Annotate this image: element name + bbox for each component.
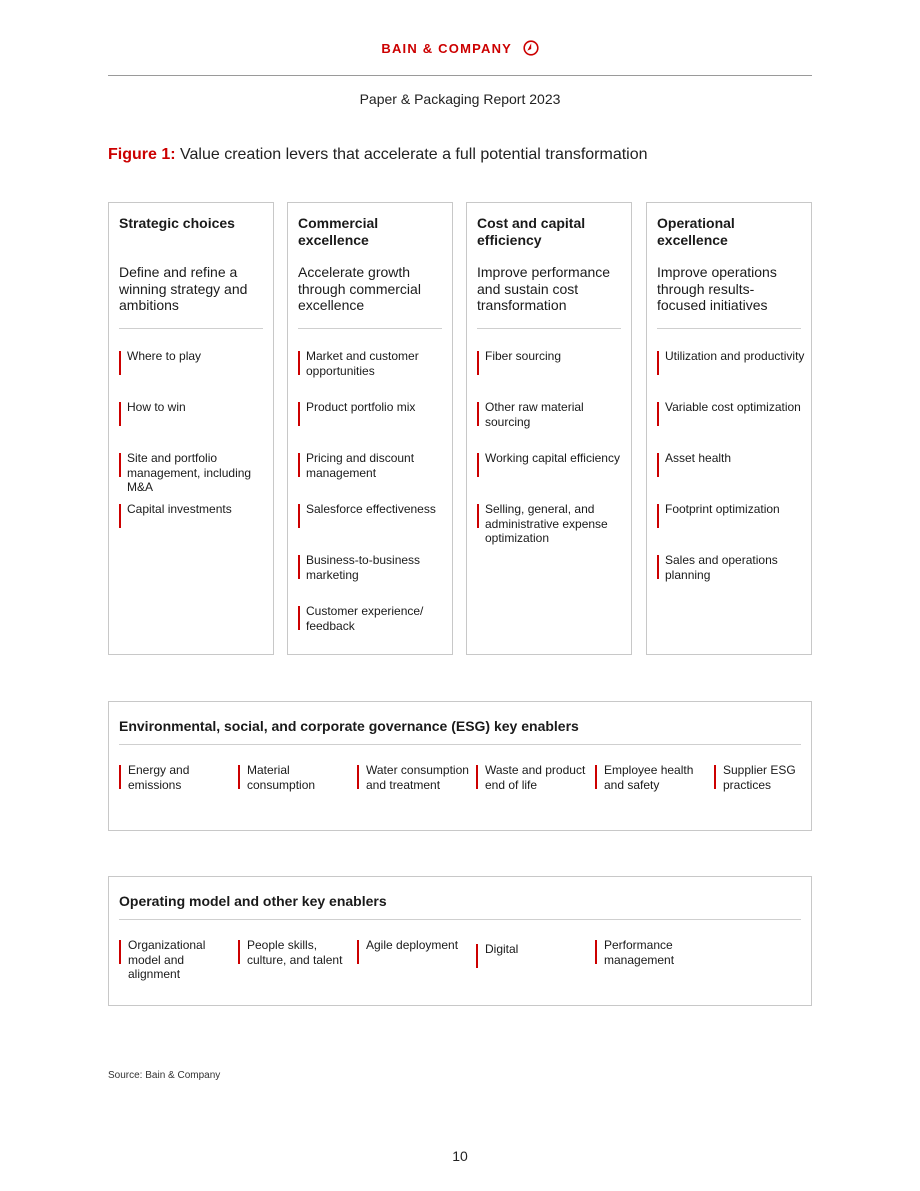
accent-bar	[476, 944, 478, 968]
panel-divider	[119, 744, 801, 745]
lever-label: Asset health	[665, 451, 732, 465]
enabler-label: Performance management	[604, 938, 675, 967]
lever-item	[657, 553, 805, 582]
accent-bar	[657, 555, 659, 579]
enabler-label: Employee health and safety	[604, 763, 694, 792]
lever-label: Business-to-business marketing	[306, 553, 421, 582]
enabler-label: Digital	[485, 942, 519, 956]
enabler-label: Organizational model and alignment	[128, 938, 206, 982]
accent-bar	[476, 765, 478, 789]
esg-enabler-item	[238, 763, 355, 792]
accent-bar	[298, 351, 300, 375]
accent-bar	[298, 402, 300, 426]
lever-label: Footprint optimization	[665, 502, 780, 516]
accent-bar	[357, 940, 359, 964]
column-divider	[657, 328, 801, 329]
panel-heading: Environmental, social, and corporate governance (ESG) key enablers	[119, 718, 579, 734]
esg-enablers-panel	[108, 701, 812, 831]
accent-bar	[477, 351, 479, 375]
page-number: 10	[452, 1148, 468, 1164]
accent-bar	[119, 453, 121, 477]
enabler-label: Agile deployment	[366, 938, 459, 952]
lever-label: Site and portfolio management, including M&A	[127, 451, 252, 495]
brand-logo	[0, 40, 920, 56]
lever-item	[657, 451, 805, 466]
accent-bar	[657, 504, 659, 528]
column-description: Improve performance and sustain cost transformation	[477, 264, 611, 313]
accent-bar	[714, 765, 716, 789]
lever-item	[119, 349, 267, 364]
lever-item	[657, 400, 805, 415]
column-description: Accelerate growth through commercial excellence	[298, 264, 421, 313]
lever-item	[477, 451, 625, 466]
lever-item	[298, 604, 446, 633]
accent-bar	[657, 402, 659, 426]
lever-label: Sales and operations planning	[665, 553, 778, 582]
figure-title	[108, 146, 648, 164]
figure-caption: Value creation levers that accelerate a full potential transformation	[180, 146, 648, 163]
lever-label: Utilization and productivity	[665, 349, 805, 363]
lever-label: Customer experience/ feedback	[306, 604, 424, 633]
panel-heading: Operating model and other key enablers	[119, 893, 387, 909]
lever-item	[477, 400, 625, 429]
accent-bar	[238, 940, 240, 964]
logo-text: BAIN & COMPANY	[381, 41, 512, 56]
accent-bar	[119, 940, 121, 964]
esg-enabler-item	[357, 763, 474, 792]
lever-label: Where to play	[127, 349, 202, 363]
accent-bar	[298, 555, 300, 579]
figure-label: Figure 1:	[108, 146, 176, 163]
panel-divider	[119, 919, 801, 920]
lever-label: Variable cost optimization	[665, 400, 801, 414]
accent-bar	[357, 765, 359, 789]
lever-label: Selling, general, and administrative expense optimization	[485, 502, 608, 546]
lever-item	[298, 502, 446, 517]
lever-column-strategic-choices	[108, 202, 274, 655]
column-heading: Operational excellence	[657, 215, 735, 248]
lever-item	[298, 400, 446, 415]
report-title: Paper & Packaging Report 2023	[359, 91, 561, 107]
lever-label: Working capital efficiency	[485, 451, 620, 465]
lever-label: How to win	[127, 400, 186, 414]
operating-model-panel	[108, 876, 812, 1006]
lever-column-commercial-excellence	[287, 202, 453, 655]
column-heading: Strategic choices	[119, 215, 235, 231]
lever-column-cost-capital-efficiency	[466, 202, 632, 655]
accent-bar	[298, 504, 300, 528]
lever-item	[119, 400, 267, 415]
operating-enabler-item	[357, 938, 474, 953]
accent-bar	[119, 351, 121, 375]
column-divider	[477, 328, 621, 329]
accent-bar	[657, 453, 659, 477]
esg-enabler-item	[476, 763, 593, 792]
accent-bar	[238, 765, 240, 789]
accent-bar	[298, 606, 300, 630]
lever-item	[298, 451, 446, 480]
accent-bar	[477, 402, 479, 426]
column-description: Define and refine a winning strategy and ambitions	[119, 264, 248, 313]
esg-enabler-item	[595, 763, 712, 792]
lever-item	[119, 502, 267, 517]
accent-bar	[595, 940, 597, 964]
column-heading: Commercial excellence	[298, 215, 379, 248]
lever-label: Market and customer opportunities	[306, 349, 419, 378]
column-divider	[298, 328, 442, 329]
accent-bar	[477, 453, 479, 477]
enabler-label: Energy and emissions	[128, 763, 190, 792]
operating-enabler-item	[238, 938, 355, 967]
operating-enabler-item	[476, 942, 593, 957]
column-divider	[119, 328, 263, 329]
lever-item	[477, 502, 625, 546]
lever-label: Salesforce effectiveness	[306, 502, 436, 516]
lever-label: Fiber sourcing	[485, 349, 562, 363]
lever-item	[657, 349, 805, 364]
operating-enabler-item	[119, 938, 236, 982]
accent-bar	[477, 504, 479, 528]
column-description: Improve operations through results-focused initiatives	[657, 264, 777, 313]
lever-item	[298, 553, 446, 582]
lever-item	[657, 502, 805, 517]
accent-bar	[298, 453, 300, 477]
enabler-label: People skills, culture, and talent	[247, 938, 343, 967]
source-note: Source: Bain & Company	[108, 1070, 221, 1081]
esg-enabler-item	[714, 763, 811, 792]
esg-enabler-item	[119, 763, 236, 792]
enabler-label: Material consumption	[247, 763, 316, 792]
enabler-label: Supplier ESG practices	[723, 763, 796, 792]
column-heading: Cost and capital efficiency	[477, 215, 586, 248]
accent-bar	[119, 504, 121, 528]
accent-bar	[119, 402, 121, 426]
circle-arrow-icon	[523, 40, 539, 56]
lever-column-operational-excellence	[646, 202, 812, 655]
accent-bar	[119, 765, 121, 789]
lever-item	[477, 349, 625, 364]
lever-item	[298, 349, 446, 378]
accent-bar	[595, 765, 597, 789]
lever-label: Product portfolio mix	[306, 400, 416, 414]
enabler-label: Waste and product end of life	[485, 763, 586, 792]
lever-label: Capital investments	[127, 502, 232, 516]
operating-enabler-item	[595, 938, 712, 967]
accent-bar	[657, 351, 659, 375]
lever-item	[119, 451, 267, 495]
lever-label: Other raw material sourcing	[485, 400, 584, 429]
header-divider	[108, 75, 812, 76]
lever-label: Pricing and discount management	[306, 451, 415, 480]
enabler-label: Water consumption and treatment	[366, 763, 469, 792]
